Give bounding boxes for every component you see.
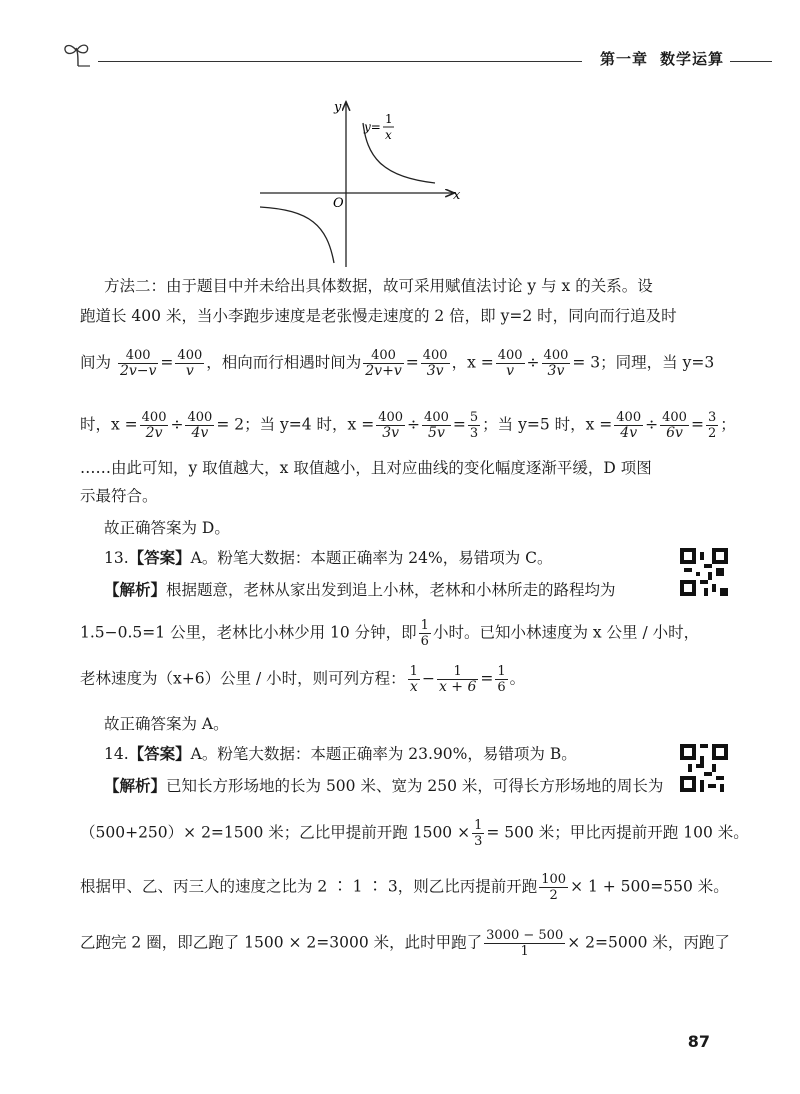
fraction: $\frac{1}{6}$ bbox=[497, 664, 506, 695]
method2-line2: 跑道长 400 米，当小李跑步速度是老张慢走速度的 2 倍，即 y=2 时，同向而行追及时 bbox=[80, 307, 677, 325]
q14-analysis-line4 bbox=[80, 928, 730, 959]
q13-analysis-line2 bbox=[80, 618, 699, 649]
leaf-icon bbox=[60, 40, 96, 68]
q14-analysis-line1 bbox=[80, 776, 663, 796]
method2-line4: 时，x = $\frac{400}{2v}$ ÷ $\frac{400}{4v}$ = 2；当 y=4 时，x = $\frac{400}{3v}$ ÷ $\frac{400}{5v}$ = $\frac{5}{3}$ ；当 y=5 时，x = $\frac{400}{4v}$ ÷ $\frac{400}{6v}$ = $\frac{3}{2}$ ； bbox=[80, 410, 736, 441]
q14-answer-line bbox=[80, 744, 577, 764]
q13-conclusion: 故正确答案为 A。 bbox=[104, 715, 229, 733]
fraction: $\frac{100}{2}$ bbox=[541, 872, 567, 903]
q13-analysis-line1 bbox=[80, 580, 616, 600]
text: 1.5−0.5=1 公里，老林比小林少用 10 分钟，即 bbox=[80, 623, 417, 642]
fraction: $\frac{5}{3}$ bbox=[469, 410, 479, 441]
fraction: $\frac{1}{6}$ bbox=[420, 618, 429, 649]
y-axis-label: y bbox=[334, 100, 342, 115]
fraction: $\frac{400}{2v}$ bbox=[141, 410, 167, 441]
fraction: $\frac{3}{2}$ bbox=[707, 410, 717, 441]
q13-analysis-line3: 老林速度为（x+6）公里 / 小时，则可列方程： $\frac{1}{x}$ − $\frac{1}{x + 6}$ = $\frac{1}{6}$ 。 bbox=[80, 664, 526, 695]
fraction: $\frac{400}{5v}$ bbox=[424, 410, 449, 441]
header-rule-right bbox=[730, 61, 772, 62]
text: × 2=5000 米，丙跑了 bbox=[567, 933, 730, 952]
text: 间为 bbox=[80, 353, 112, 372]
q14-number: 14. bbox=[104, 745, 129, 763]
fraction: $\frac{1}{x + 6}$ bbox=[438, 664, 477, 695]
fraction: $\frac{400}{2v-v}$ bbox=[119, 348, 157, 379]
fraction: $\frac{1}{x}$ bbox=[409, 664, 418, 695]
q14-analysis-line3 bbox=[80, 872, 729, 903]
text: 小时。已知小林速度为 x 公里 / 小时， bbox=[432, 623, 700, 642]
q13-number: 13. bbox=[104, 549, 129, 567]
fraction: $\frac{400}{v}$ bbox=[177, 348, 203, 379]
q13-qr-code[interactable] bbox=[680, 548, 728, 596]
fraction: $\frac{400}{2v+v}$ bbox=[365, 348, 402, 379]
fraction: $\frac{400}{v}$ bbox=[497, 348, 523, 379]
q13-analysis-tag: 【解析】 bbox=[104, 581, 167, 599]
fraction: $\frac{400}{4v}$ bbox=[616, 410, 642, 441]
text: = 3；同理，当 y=3 bbox=[572, 353, 715, 372]
text: = 2；当 y=4 时，x = bbox=[216, 415, 375, 434]
origin-label: O bbox=[333, 196, 344, 211]
page-header bbox=[60, 40, 772, 70]
method2-line1: 方法二：由于题目中并未给出具体数据，故可采用赋值法讨论 y 与 x 的关系。设 bbox=[104, 277, 653, 295]
fraction: $\frac{400}{3v}$ bbox=[543, 348, 569, 379]
curve-label-num: 1 bbox=[385, 112, 393, 126]
curve-third-quadrant bbox=[260, 207, 334, 263]
header-rule bbox=[98, 61, 582, 62]
q13-answer: A。粉笔大数据：本题正确率为 24%，易错项为 C。 bbox=[190, 549, 553, 567]
text: 根据题意，老林从家出发到追上小林，老林和小林所走的路程均为 bbox=[166, 581, 616, 599]
fraction: $\frac{1}{3}$ bbox=[474, 818, 483, 849]
fraction: $\frac{400}{4v}$ bbox=[187, 410, 213, 441]
method2-line3: 间为 $\frac{400}{2v-v}$ = $\frac{400}{v}$ ，相向而行相遇时间为 $\frac{400}{2v+v}$ = $\frac{400}{3v}$ ，x = $\frac{400}{v}$ ÷ $\frac{400}{3v}$ = 3；同理，当 y=3 bbox=[80, 348, 715, 379]
text: = 500 米；甲比丙提前开跑 100 米。 bbox=[486, 823, 749, 842]
method2-conclusion: 故正确答案为 D。 bbox=[104, 519, 230, 537]
q14-analysis-tag: 【解析】 bbox=[104, 777, 167, 795]
fraction: $\frac{400}{3v}$ bbox=[378, 410, 404, 441]
text: 根据甲、乙、丙三人的速度之比为 2 ∶ 1 ∶ 3，则乙比丙提前开跑 bbox=[80, 877, 538, 896]
text: ；当 y=5 时，x = bbox=[482, 415, 613, 434]
text: （500+250）× 2=1500 米；乙比甲提前开跑 1500 × bbox=[80, 823, 471, 842]
fraction: $\frac{400}{6v}$ bbox=[662, 410, 687, 441]
method2-line6: 示最符合。 bbox=[80, 487, 158, 505]
chapter-title bbox=[600, 48, 724, 69]
q13-answer-line bbox=[80, 548, 553, 568]
q14-answer: A。粉笔大数据：本题正确率为 23.90%，易错项为 B。 bbox=[190, 745, 577, 763]
fraction: $\frac{3000 - 500}{1}$ bbox=[486, 928, 564, 959]
chapter-name: 数学运算 bbox=[659, 50, 724, 68]
q14-answer-tag: 【答案】 bbox=[128, 745, 191, 763]
q14-qr-code[interactable] bbox=[680, 744, 728, 792]
text: 已知长方形场地的长为 500 米、宽为 250 米，可得长方形场地的周长为 bbox=[166, 777, 664, 795]
fraction: $\frac{400}{3v}$ bbox=[422, 348, 448, 379]
x-axis-label: x bbox=[453, 188, 461, 203]
text: ，x = bbox=[451, 353, 494, 372]
text: × 1 + 500=550 米。 bbox=[570, 877, 729, 896]
hyperbola-graph bbox=[255, 95, 470, 270]
q13-answer-tag: 【答案】 bbox=[128, 549, 191, 567]
q14-analysis-line2 bbox=[80, 818, 749, 849]
text: 乙跑完 2 圈，即乙跑了 1500 × 2=3000 米，此时甲跑了 bbox=[80, 933, 483, 952]
method2-line5: ……由此可知，y 取值越大，x 取值越小，且对应曲线的变化幅度逐渐平缓，D 项图 bbox=[80, 459, 652, 477]
text: ，相向而行相遇时间为 bbox=[206, 353, 362, 372]
curve-label: y= bbox=[364, 120, 381, 134]
text: 时，x = bbox=[80, 415, 138, 434]
curve-label-den: x bbox=[385, 128, 392, 142]
text: 老林速度为（x+6）公里 / 小时，则可列方程： bbox=[80, 669, 406, 688]
chapter-number: 第一章 bbox=[599, 50, 648, 68]
page-number: 87 bbox=[687, 1032, 710, 1051]
